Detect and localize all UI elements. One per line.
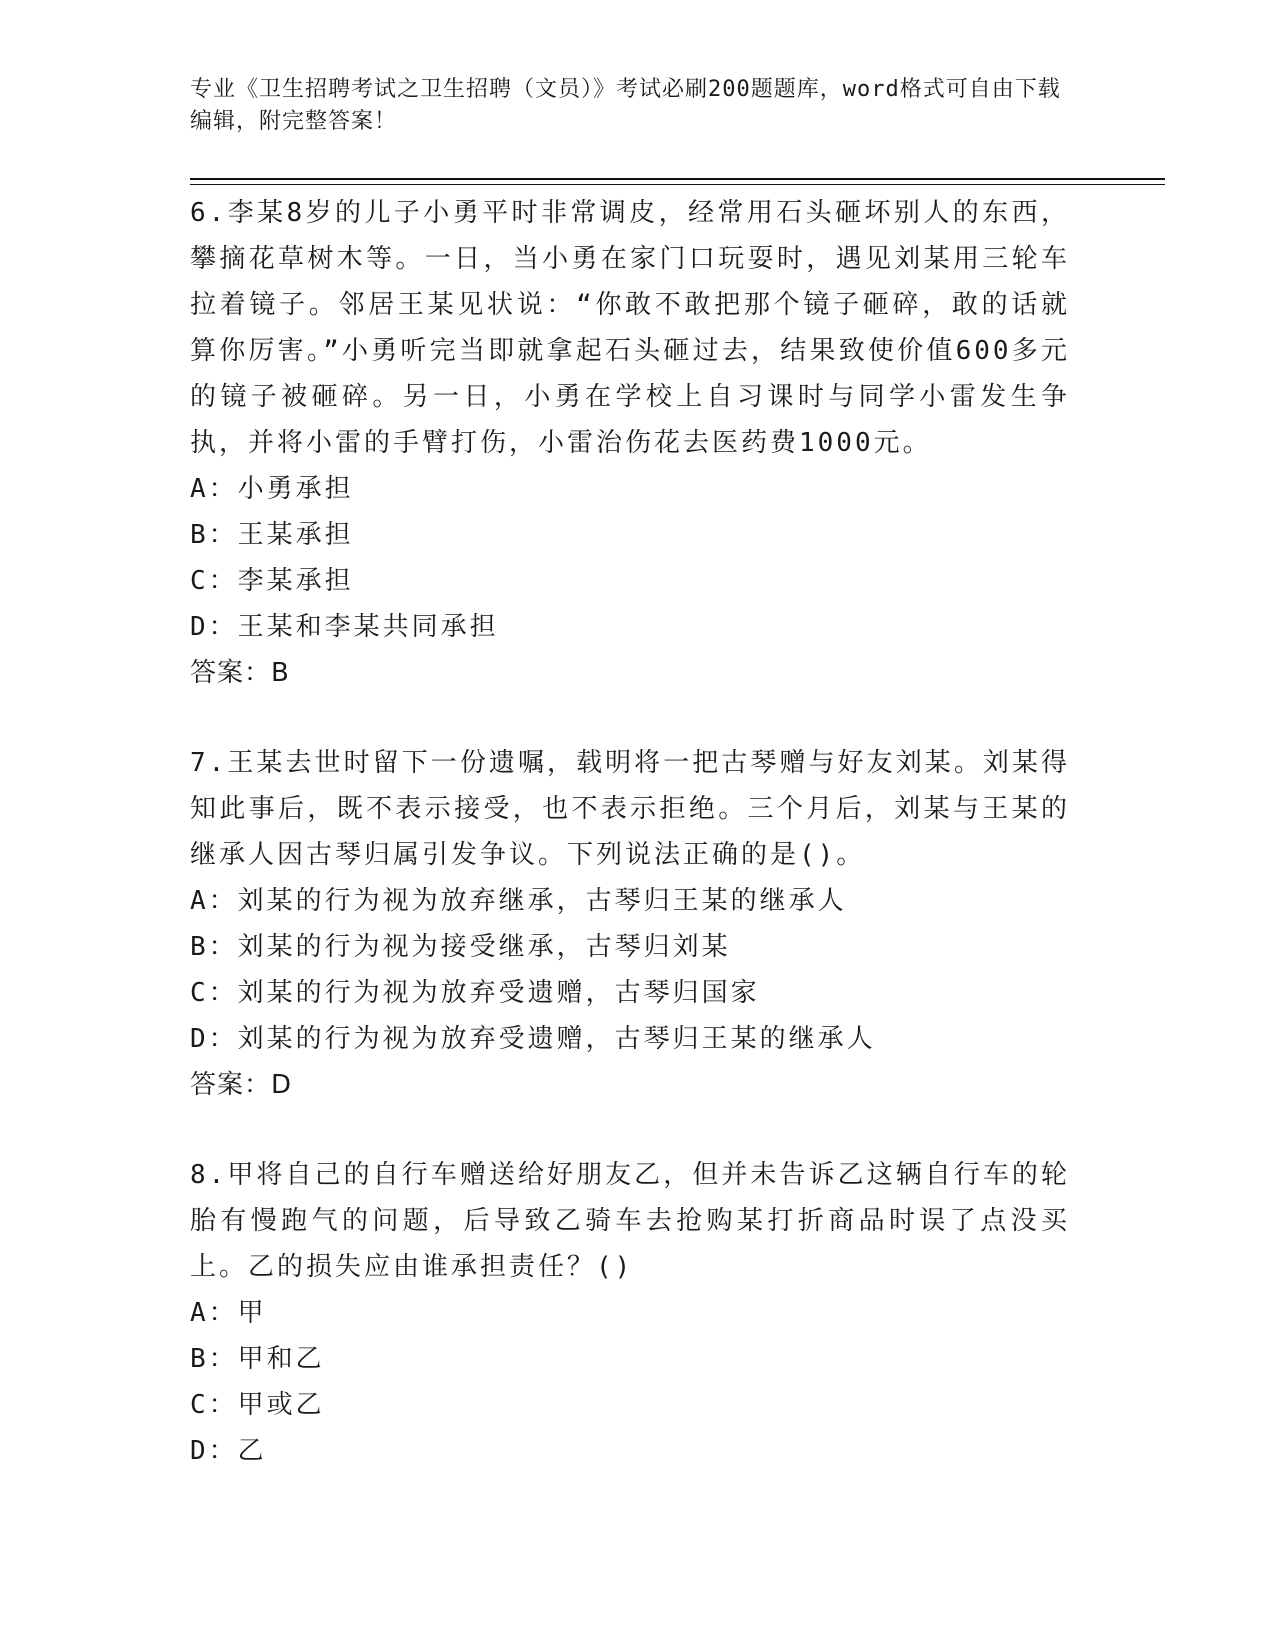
option-d: D：乙 [190, 1436, 267, 1466]
option-a: A：小勇承担 [190, 474, 354, 504]
header-divider-thin [190, 184, 1165, 185]
question-8 [190, 1152, 1070, 1474]
header-divider-thick [190, 178, 1165, 180]
option-b: B：刘某的行为视为接受继承，古琴归刘某 [190, 932, 731, 962]
option-c: C：李某承担 [190, 566, 354, 596]
option-c: C：刘某的行为视为放弃受遗赠，古琴归国家 [190, 978, 760, 1008]
question-list [190, 190, 1070, 1518]
question-text: 6.李某8岁的儿子小勇平时非常调皮，经常用石头砸坏别人的东西，攀摘花草树木等。一日，当小勇在家门口玩耍时，遇见刘某用三轮车拉着镜子。邻居王某见状说：“你敢不敢把那个镜子砸碎，敢的话就算你厉害。”小勇听完当即就拿起石头砸过去，结果致使价值600多元的镜子被砸碎。另一日，小勇在学校上自习课时与同学小雷发生争执，并将小雷的手臂打伤，小雷治伤花去医药费1000元。 [190, 198, 1070, 458]
option-a: A：甲 [190, 1298, 267, 1328]
question-7 [190, 740, 1070, 1108]
option-b: B：甲和乙 [190, 1344, 325, 1374]
question-text: 7.王某去世时留下一份遗嘱，载明将一把古琴赠与好友刘某。刘某得知此事后，既不表示接受，也不表示拒绝。三个月后，刘某与王某的继承人因古琴归属引发争议。下列说法正确的是()。 [190, 748, 1070, 870]
answer-line: 答案：B [190, 658, 290, 688]
option-d: D：王某和李某共同承担 [190, 612, 499, 642]
question-6 [190, 190, 1070, 696]
option-d: D：刘某的行为视为放弃受遗赠，古琴归王某的继承人 [190, 1024, 876, 1054]
option-b: B：王某承担 [190, 520, 354, 550]
option-a: A：刘某的行为视为放弃继承，古琴归王某的继承人 [190, 886, 847, 916]
question-text: 8.甲将自己的自行车赠送给好朋友乙，但并未告诉乙这辆自行车的轮胎有慢跑气的问题，后导致乙骑车去抢购某打折商品时误了点没买上。乙的损失应由谁承担责任？() [190, 1160, 1070, 1282]
option-c: C：甲或乙 [190, 1390, 325, 1420]
document-header: 专业《卫生招聘考试之卫生招聘（文员）》考试必刷200题题库，word格式可自由下载编辑，附完整答案！ [190, 77, 1061, 134]
answer-line: 答案：D [190, 1070, 293, 1100]
